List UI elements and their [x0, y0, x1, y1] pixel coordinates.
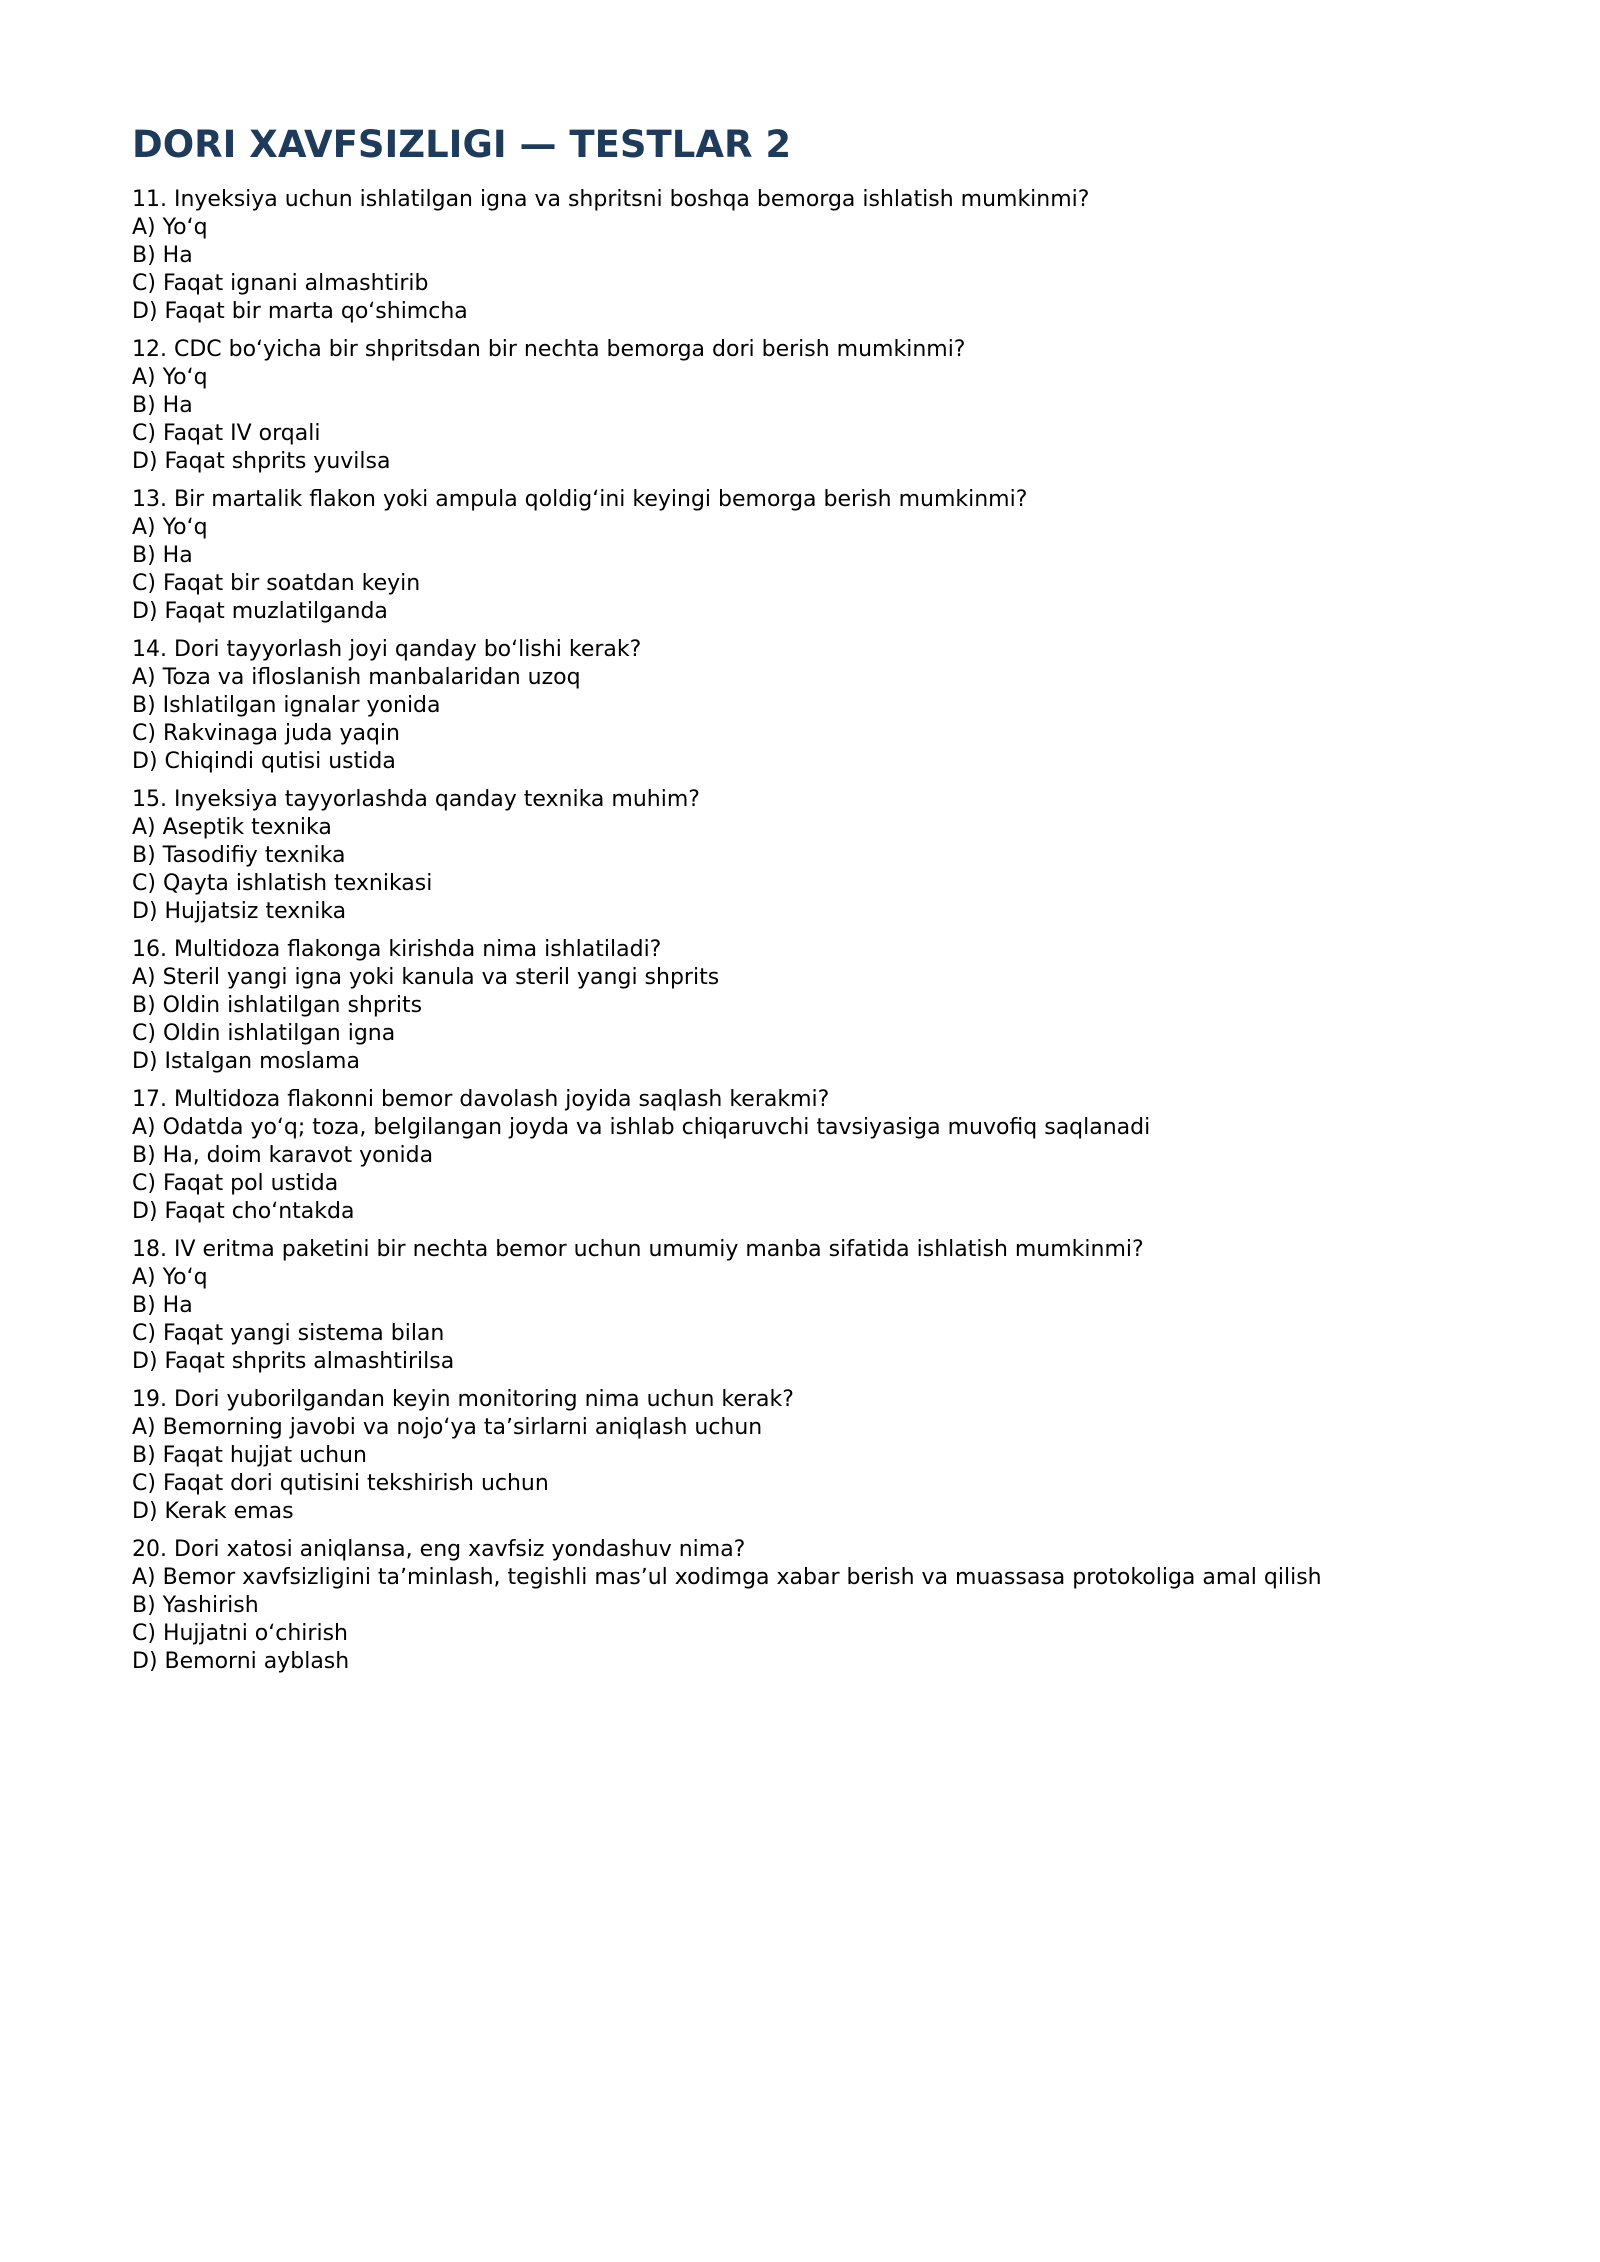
option-list	[132, 814, 1468, 926]
option-b: B) Tasodifiy texnika	[132, 843, 346, 868]
option-d: D) Kerak emas	[132, 1499, 294, 1524]
option-a: A) Toza va ifloslanish manbalaridan uzoq	[132, 665, 581, 690]
question-text: 18. IV eritma paketini bir nechta bemor uchun umumiy manba sifatida ishlatish mumkinmi?	[132, 1237, 1144, 1262]
question-text: 19. Dori yuborilgandan keyin monitoring nima uchun kerak?	[132, 1387, 794, 1412]
option-a: A) Yoʻq	[132, 215, 208, 240]
option-c: C) Faqat pol ustida	[132, 1171, 339, 1196]
option-list	[132, 1414, 1468, 1526]
option-c: C) Oldin ishlatilgan igna	[132, 1021, 396, 1046]
option-b: B) Ha, doim karavot yonida	[132, 1143, 434, 1168]
option-c: C) Rakvinaga juda yaqin	[132, 721, 400, 746]
option-list	[132, 514, 1468, 626]
option-b: B) Oldin ishlatilgan shprits	[132, 993, 423, 1018]
option-b: B) Yashirish	[132, 1593, 259, 1618]
option-list	[132, 1114, 1468, 1226]
option-c: C) Hujjatni oʻchirish	[132, 1621, 348, 1646]
option-list	[132, 214, 1468, 326]
option-a: A) Yoʻq	[132, 1265, 208, 1290]
option-list	[132, 364, 1468, 476]
option-d: D) Chiqindi qutisi ustida	[132, 749, 396, 774]
page-title: DORI XAVFSIZLIGI — TESTLAR 2	[132, 123, 792, 166]
question-item	[132, 1236, 1468, 1376]
option-a: A) Bemor xavfsizligini taʼminlash, tegishli masʼul xodimga xabar berish va muassasa protokoliga amal qilish	[132, 1565, 1322, 1590]
option-c: C) Faqat bir soatdan keyin	[132, 571, 421, 596]
option-b: B) Faqat hujjat uchun	[132, 1443, 367, 1468]
option-d: D) Faqat bir marta qoʻshimcha	[132, 299, 468, 324]
question-text: 11. Inyeksiya uchun ishlatilgan igna va shpritsni boshqa bemorga ishlatish mumkinmi?	[132, 187, 1090, 212]
option-c: C) Qayta ishlatish texnikasi	[132, 871, 433, 896]
option-d: D) Istalgan moslama	[132, 1049, 360, 1074]
question-item	[132, 486, 1468, 626]
option-c: C) Faqat yangi sistema bilan	[132, 1321, 445, 1346]
option-d: D) Faqat shprits almashtirilsa	[132, 1349, 455, 1374]
option-b: B) Ha	[132, 1293, 193, 1318]
question-item	[132, 1536, 1468, 1676]
question-item	[132, 936, 1468, 1076]
option-b: B) Ha	[132, 393, 193, 418]
question-item	[132, 186, 1468, 326]
option-a: A) Bemorning javobi va nojoʻya taʼsirlarni aniqlash uchun	[132, 1415, 763, 1440]
option-d: D) Faqat shprits yuvilsa	[132, 449, 391, 474]
question-text: 14. Dori tayyorlash joyi qanday boʻlishi kerak?	[132, 637, 642, 662]
question-text: 17. Multidoza flakonni bemor davolash joyida saqlash kerakmi?	[132, 1087, 830, 1112]
option-a: A) Yoʻq	[132, 365, 208, 390]
question-text: 15. Inyeksiya tayyorlashda qanday texnika muhim?	[132, 787, 700, 812]
option-a: A) Steril yangi igna yoki kanula va steril yangi shprits	[132, 965, 720, 990]
option-d: D) Bemorni ayblash	[132, 1649, 350, 1674]
question-text: 16. Multidoza flakonga kirishda nima ishlatiladi?	[132, 937, 662, 962]
option-list	[132, 1264, 1468, 1376]
option-c: C) Faqat ignani almashtirib	[132, 271, 429, 296]
option-a: A) Aseptik texnika	[132, 815, 332, 840]
option-b: B) Ha	[132, 243, 193, 268]
question-text: 12. CDC boʻyicha bir shpritsdan bir nechta bemorga dori berish mumkinmi?	[132, 337, 966, 362]
option-b: B) Ha	[132, 543, 193, 568]
question-text: 13. Bir martalik flakon yoki ampula qoldigʻini keyingi bemorga berish mumkinmi?	[132, 487, 1028, 512]
option-d: D) Faqat choʻntakda	[132, 1199, 355, 1224]
question-item	[132, 336, 1468, 476]
question-item	[132, 786, 1468, 926]
option-list	[132, 964, 1468, 1076]
option-a: A) Yoʻq	[132, 515, 208, 540]
question-item	[132, 636, 1468, 776]
question-list	[132, 186, 1468, 1676]
question-item	[132, 1086, 1468, 1226]
option-list	[132, 664, 1468, 776]
question-item	[132, 1386, 1468, 1526]
option-c: C) Faqat dori qutisini tekshirish uchun	[132, 1471, 549, 1496]
option-a: A) Odatda yoʻq; toza, belgilangan joyda va ishlab chiqaruvchi tavsiyasiga muvofiq saqlanadi	[132, 1115, 1151, 1140]
option-b: B) Ishlatilgan ignalar yonida	[132, 693, 441, 718]
option-list	[132, 1564, 1468, 1676]
question-text: 20. Dori xatosi aniqlansa, eng xavfsiz yondashuv nima?	[132, 1537, 746, 1562]
option-d: D) Hujjatsiz texnika	[132, 899, 347, 924]
option-d: D) Faqat muzlatilganda	[132, 599, 388, 624]
option-c: C) Faqat IV orqali	[132, 421, 321, 446]
